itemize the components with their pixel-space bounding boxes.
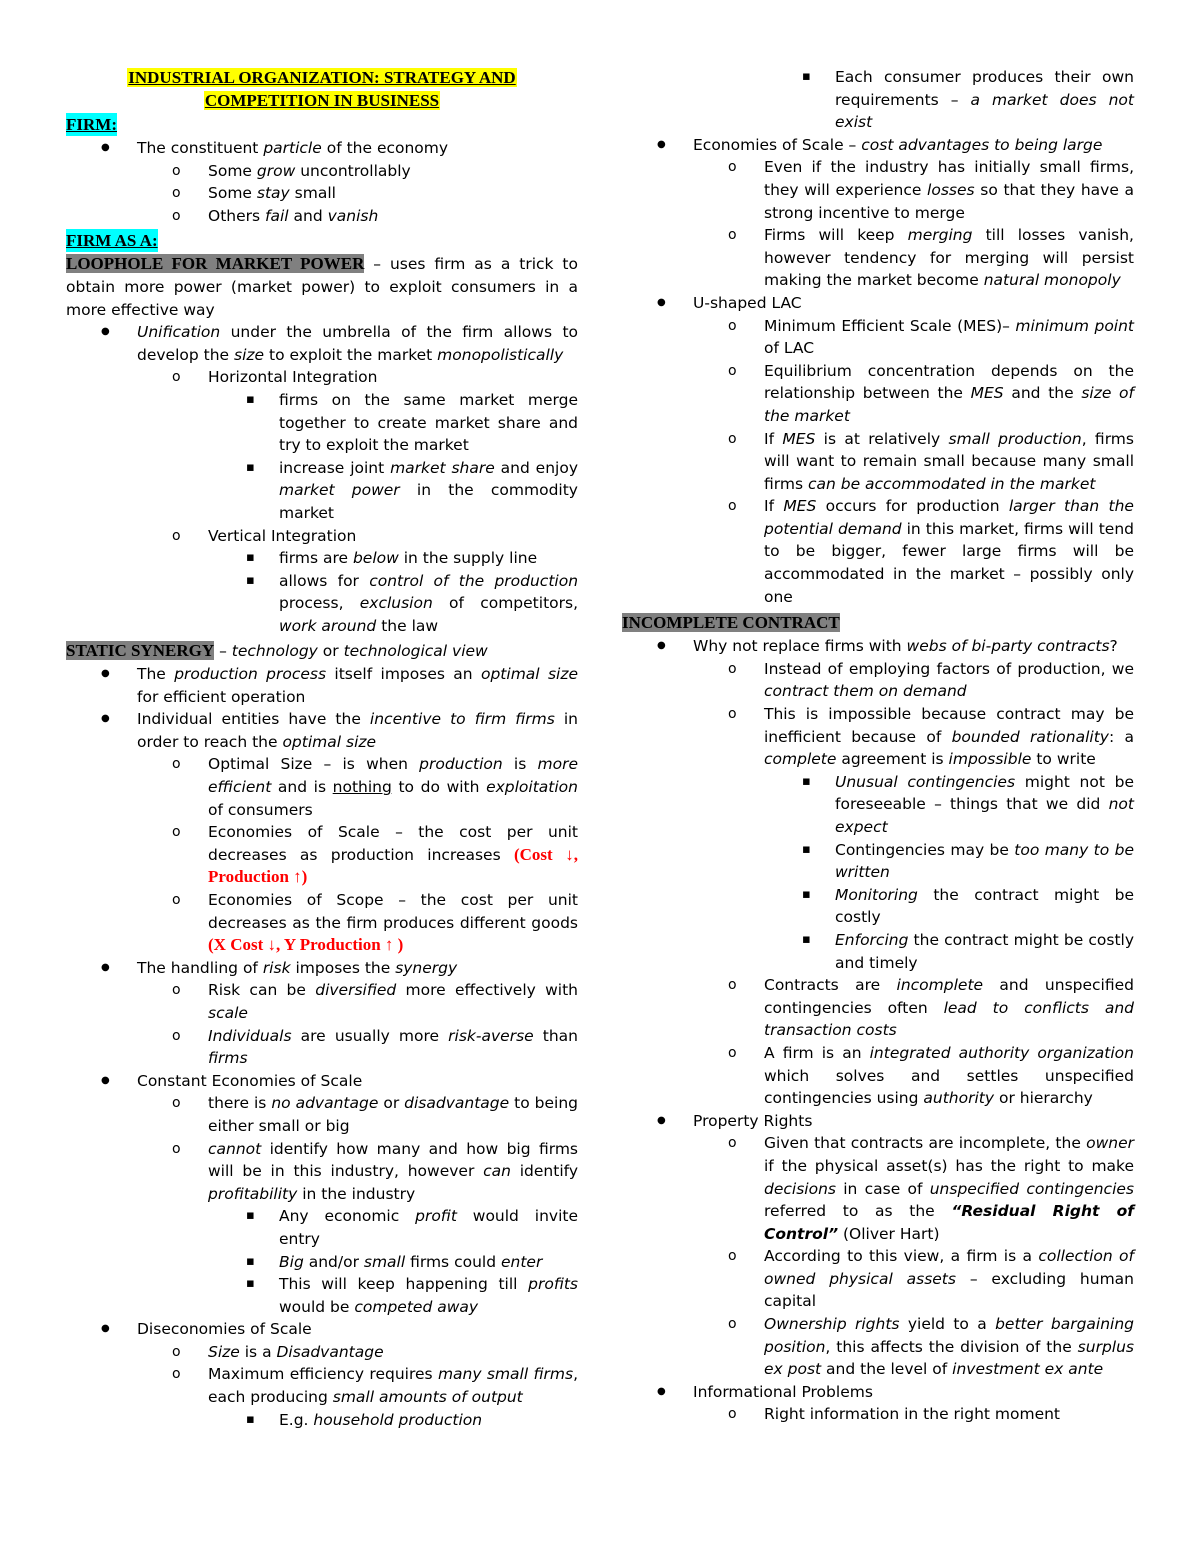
list-item: o there is no advantage or disadvantage to being either small or big bbox=[137, 1092, 578, 1137]
sub-list bbox=[137, 160, 578, 228]
list-item: ● U-shaped LAC o Minimum Efficient Scale (MES)– minimum point of LAC o Equilibrium concentration depends on the relationship between the MES and the size of the market o If MES is at relatively small production, firms will want to remain small because many small firms can be accommodated in the market o If MES occurs for production larger than the potential demand in this market, firms will tend to be bigger, fewer large firms will be accommodated in the market – possibly only one bbox=[622, 292, 1134, 608]
consumer-list bbox=[764, 66, 1134, 134]
list-item: o Given that contracts are incomplete, the owner if the physical asset(s) has the right to make decisions in case of unspecified contingencies referred to as the “Residual Right of Control” (Oliver Hart) bbox=[693, 1132, 1134, 1245]
static-synergy-list bbox=[66, 663, 578, 1431]
firm-as-heading-row bbox=[66, 229, 578, 253]
sub-list bbox=[693, 1403, 1134, 1426]
list-item: ▪ firms are below in the supply line bbox=[208, 547, 578, 570]
list-item: o Horizontal Integration ▪ firms on the same market merge together to create market share and try to exploit the market ▪ increase joint market share and enjoy market power in the commodity market bbox=[137, 366, 578, 524]
list-item: ● Informational Problems o Right information in the right moment bbox=[622, 1381, 1134, 1426]
list-item: ▪ Any economic profit would invite entry bbox=[208, 1205, 578, 1250]
list-item: o Maximum efficiency requires many small firms, each producing small amounts of output ▪ E.g. household production bbox=[137, 1363, 578, 1431]
list-item: o Some grow uncontrollably bbox=[137, 160, 578, 183]
list-item: o Some stay small bbox=[137, 182, 578, 205]
list-item: ● The constituent particle of the economy o Some grow uncontrollably o Some stay small o Others fail and vanish bbox=[66, 137, 578, 227]
sub-list bbox=[137, 366, 578, 637]
list-item: ▪ increase joint market share and enjoy market power in the commodity market bbox=[208, 457, 578, 525]
sub-list bbox=[137, 1092, 578, 1318]
left-column bbox=[66, 66, 578, 1431]
title-line-2: COMPETITION IN BUSINESS bbox=[204, 91, 440, 110]
list-item: ▪ Unusual contingencies might not be foreseeable – things that we did not expect bbox=[764, 771, 1134, 839]
firm-heading-row bbox=[66, 113, 578, 137]
list-item: o Equilibrium concentration depends on the relationship between the MES and the size of the market bbox=[693, 360, 1134, 428]
list-item: o Firms will keep merging till losses vanish, however tendency for merging will persist making the market become natural monopoly bbox=[693, 224, 1134, 292]
right-column bbox=[622, 66, 1134, 1426]
list-item: ▪ allows for control of the production process, exclusion of competitors, work around the law bbox=[208, 570, 578, 638]
list-item: o If MES occurs for production larger than the potential demand in this market, firms will tend to be bigger, fewer large firms will be accommodated in the market – possibly only one bbox=[693, 495, 1134, 608]
sub-sub-list bbox=[208, 1409, 578, 1432]
list-item: ● Unification under the umbrella of the firm allows to develop the size to exploit the market monopolistically o Horizontal Integration ▪ firms on the same market merge together to create market share and try to exploit the market ▪ increase joint market share and enjoy market power in the commodity market o Vertical Integration ▪ firms are below in the supply line ▪ allows for control of the production process, exclusion of competitors, work around the law bbox=[66, 321, 578, 637]
list-item: ● The handling of risk imposes the synergy o Risk can be diversified more effectively with scale o Individuals are usually more risk-averse than firms bbox=[66, 957, 578, 1070]
sub-sub-list bbox=[208, 1205, 578, 1318]
sub-list bbox=[693, 315, 1134, 609]
economies-of-scale-note: (Cost ↓, Production ↑) bbox=[208, 844, 578, 887]
list-item: ▪ This will keep happening till profits would be competed away bbox=[208, 1273, 578, 1318]
list-item: ● Constant Economies of Scale o there is no advantage or disadvantage to being either small or big o cannot identify how many and how big firms will be in this industry, however can identify profitability in the industry ▪ Any economic profit would invite entry ▪ Big and/or small firms could enter ▪ This will keep happening till profits would be competed away bbox=[66, 1070, 578, 1319]
list-item: o Right information in the right moment bbox=[693, 1403, 1134, 1426]
list-item: ● Diseconomies of Scale o Size is a Disadvantage o Maximum efficiency requires many small firms, each producing small amounts of output ▪ E.g. household production bbox=[66, 1318, 578, 1431]
list-item: ● Why not replace firms with webs of bi-party contracts? o Instead of employing factors of production, we contract them on demand o This is impossible because contract may be inefficient because of bounded rationality: a complete agreement is impossible to write ▪ Unusual contingencies might not be foreseeable – things that we did not expect ▪ Contingencies may be too many to be written ▪ Monitoring the contract might be costly ▪ Enforcing the contract might be costly and timely o Contracts are incomplete and unspecified contingencies often lead to conflicts and transaction costs o A firm is an integrated authority organization which solves and settles unspecified contingencies using authority or hierarchy bbox=[622, 635, 1134, 1109]
sub-sub-list bbox=[208, 547, 578, 637]
list-item: o This is impossible because contract may be inefficient because of bounded rationality: a complete agreement is impossible to write ▪ Unusual contingencies might not be foreseeable – things that we did not expect ▪ Contingencies may be too many to be written ▪ Monitoring the contract might be costly ▪ Enforcing the contract might be costly and timely bbox=[693, 703, 1134, 974]
list-item: o Optimal Size – is when production is more efficient and is nothing to do with exploitation of consumers bbox=[137, 753, 578, 821]
list-item: o According to this view, a firm is a collection of owned physical assets – excluding human capital bbox=[693, 1245, 1134, 1313]
list-item: ▪ Contingencies may be too many to be written bbox=[764, 839, 1134, 884]
scale-list bbox=[622, 134, 1134, 608]
sub-list bbox=[693, 156, 1134, 292]
firm-as-heading: FIRM AS A: bbox=[66, 231, 158, 251]
loophole-paragraph: LOOPHOLE FOR MARKET POWER – uses firm as a trick to obtain more power (market power) to exploit consumers in a more effective way bbox=[66, 254, 578, 319]
incomplete-contract-heading: INCOMPLETE CONTRACT bbox=[622, 613, 840, 633]
sub-sub-list bbox=[764, 771, 1134, 974]
list-item: o Contracts are incomplete and unspecified contingencies often lead to conflicts and transaction costs bbox=[693, 974, 1134, 1042]
list-item: ▪ Big and/or small firms could enter bbox=[208, 1251, 578, 1274]
list-item: o If MES is at relatively small production, firms will want to remain small because many small firms can be accommodated in the market bbox=[693, 428, 1134, 496]
firm-list bbox=[66, 137, 578, 227]
sub-list bbox=[137, 753, 578, 956]
list-item: o Ownership rights yield to a better bargaining position, this affects the division of the surplus ex post and the level of investment ex ante bbox=[693, 1313, 1134, 1381]
list-item: o Vertical Integration ▪ firms are below in the supply line ▪ allows for control of the production process, exclusion of competitors, work around the law bbox=[137, 525, 578, 638]
list-item: ▪ E.g. household production bbox=[208, 1409, 578, 1432]
list-item: o Instead of employing factors of production, we contract them on demand bbox=[693, 658, 1134, 703]
incomplete-contract-list bbox=[622, 635, 1134, 1426]
list-item: ● Individual entities have the incentive to firm firms in order to reach the optimal size o Optimal Size – is when production is more efficient and is nothing to do with exploitation of consumers o Economies of Scale – the cost per unit decreases as production increases (Cost ↓, Production ↑) o Economies of Scope – the cost per unit decreases as the firm produces different goods (X Cost ↓, Y Production ↑ ) bbox=[66, 708, 578, 957]
economies-of-scope-note: (X Cost ↓, Y Production ↑ ) bbox=[208, 935, 404, 955]
static-synergy-heading: STATIC SYNERGY bbox=[66, 641, 215, 661]
list-item: o Even if the industry has initially small firms, they will experience losses so that they have a strong incentive to merge bbox=[693, 156, 1134, 224]
document-title bbox=[66, 66, 578, 112]
list-item: o Risk can be diversified more effectively with scale bbox=[137, 979, 578, 1024]
list-item: o Minimum Efficient Scale (MES)– minimum point of LAC bbox=[693, 315, 1134, 360]
incomplete-contract-row bbox=[622, 611, 1134, 635]
list-item: o A firm is an integrated authority organization which solves and settles unspecified contingencies using authority or hierarchy bbox=[693, 1042, 1134, 1110]
list-item: o Others fail and vanish bbox=[137, 205, 578, 228]
list-item: ▪ firms on the same market merge together to create market share and try to exploit the market bbox=[208, 389, 578, 457]
sub-list bbox=[693, 658, 1134, 1110]
list-item: o cannot identify how many and how big firms will be in this industry, however can identify profitability in the industry ▪ Any economic profit would invite entry ▪ Big and/or small firms could enter ▪ This will keep happening till profits would be competed away bbox=[137, 1138, 578, 1319]
list-item: ● The production process itself imposes an optimal size for efficient operation bbox=[66, 663, 578, 708]
firm-heading: FIRM: bbox=[66, 115, 117, 134]
list-item: o Economies of Scope – the cost per unit decreases as the firm produces different goods (X Cost ↓, Y Production ↑ ) bbox=[137, 889, 578, 957]
list-item: ● Economies of Scale – cost advantages to being large o Even if the industry has initially small firms, they will experience losses so that they have a strong incentive to merge o Firms will keep merging till losses vanish, however tendency for merging will persist making the market become natural monopoly bbox=[622, 134, 1134, 292]
list-item: o Size is a Disadvantage bbox=[137, 1341, 578, 1364]
list-item: ▪ Monitoring the contract might be costly bbox=[764, 884, 1134, 929]
title-line-1: INDUSTRIAL ORGANIZATION: STRATEGY AND bbox=[128, 68, 516, 87]
list-item: ▪ Each consumer produces their own requirements – a market does not exist bbox=[764, 66, 1134, 134]
static-synergy-paragraph: STATIC SYNERGY – technology or technological view bbox=[66, 641, 488, 661]
sub-list bbox=[137, 979, 578, 1069]
sub-list bbox=[137, 1341, 578, 1431]
list-item: ▪ Enforcing the contract might be costly and timely bbox=[764, 929, 1134, 974]
sub-list bbox=[693, 1132, 1134, 1381]
loophole-heading: LOOPHOLE FOR MARKET POWER bbox=[66, 254, 365, 274]
loophole-list bbox=[66, 321, 578, 637]
sub-sub-list bbox=[208, 389, 578, 525]
list-item: o Individuals are usually more risk-averse than firms bbox=[137, 1025, 578, 1070]
list-item: o Economies of Scale – the cost per unit decreases as production increases (Cost ↓, Production ↑) bbox=[137, 821, 578, 889]
list-item: ● Property Rights o Given that contracts are incomplete, the owner if the physical asset(s) has the right to make decisions in case of unspecified contingencies referred to as the “Residual Right of Control” (Oliver Hart) o According to this view, a firm is a collection of owned physical assets – excluding human capital o Ownership rights yield to a better bargaining position, this affects the division of the surplus ex post and the level of investment ex ante bbox=[622, 1110, 1134, 1381]
